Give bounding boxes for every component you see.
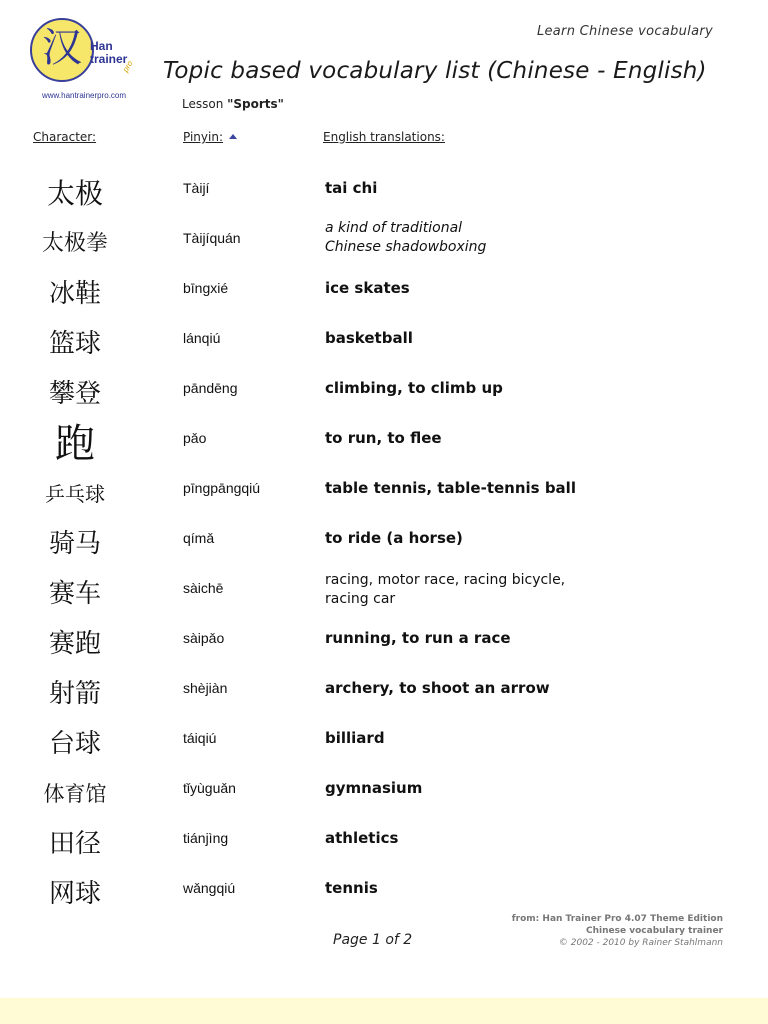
row-english-line1: a kind of traditional: [325, 220, 463, 236]
row-english: ice skates: [325, 279, 410, 297]
row-english: tennis: [325, 879, 378, 897]
footer-line2: Chinese vocabulary trainer: [586, 926, 723, 936]
row-english: [325, 571, 565, 621]
row-english: to ride (a horse): [325, 529, 463, 547]
row-pinyin: sàichē: [183, 580, 224, 596]
row-pinyin: Tàijíquán: [183, 230, 241, 246]
row-hanzi: 赛车: [48, 579, 101, 609]
row-pinyin: pāndēng: [183, 380, 238, 396]
logo-line1: Han: [90, 39, 113, 53]
row-english: gymnasium: [325, 779, 423, 797]
table-row: [0, 669, 768, 719]
table-row: [0, 769, 768, 819]
table-row: [0, 569, 768, 619]
tagline: Learn Chinese vocabulary: [536, 24, 713, 39]
row-pinyin: lánqiú: [183, 330, 221, 346]
logo-character: 汉: [42, 25, 82, 71]
table-row: [0, 719, 768, 769]
row-hanzi: 篮球: [48, 329, 101, 359]
row-pinyin: pīngpāngqiú: [183, 480, 261, 496]
row-pinyin: sàipǎo: [183, 630, 225, 646]
row-pinyin: tiánjìng: [183, 830, 229, 846]
row-pinyin: shèjiàn: [183, 680, 228, 696]
logo: [30, 18, 140, 103]
row-pinyin: táiqiú: [183, 730, 217, 746]
row-english-line1: racing, motor race, racing bicycle,: [325, 572, 566, 588]
row-pinyin: bīngxié: [183, 280, 229, 296]
row-hanzi: 台球: [48, 729, 101, 759]
lesson-label: [182, 97, 284, 111]
page-number: Page 1 of 2: [333, 932, 413, 948]
lesson-name: "Sports": [227, 97, 284, 111]
row-english-line2: Chinese shadowboxing: [325, 239, 487, 255]
table-row: [0, 169, 768, 219]
row-hanzi: 赛跑: [48, 629, 101, 659]
row-english: running, to run a race: [325, 629, 511, 647]
row-english: basketball: [325, 329, 413, 347]
logo-pro: pro: [120, 59, 135, 74]
row-hanzi: 射箭: [48, 679, 101, 709]
table-row: [0, 319, 768, 369]
table-row: [0, 819, 768, 869]
row-pinyin: Tàijí: [183, 180, 210, 196]
lesson-prefix: Lesson: [182, 97, 224, 111]
row-hanzi: 冰鞋: [48, 279, 101, 309]
row-hanzi: 跑: [55, 421, 95, 467]
row-english: [325, 219, 486, 269]
row-hanzi: 乒乓球: [45, 482, 105, 506]
row-english: archery, to shoot an arrow: [325, 679, 550, 697]
row-hanzi: 骑马: [48, 529, 101, 559]
row-english: climbing, to climb up: [325, 379, 503, 397]
row-pinyin: wǎngqiú: [183, 880, 236, 896]
header-pinyin-label: Pinyin:: [183, 130, 223, 144]
sort-ascending-icon: [229, 134, 237, 139]
footer-line1: from: Han Trainer Pro 4.07 Theme Edition: [511, 914, 723, 924]
row-english-line2: racing car: [325, 591, 396, 607]
header-character[interactable]: Character:: [33, 130, 97, 144]
row-hanzi: 太极: [46, 177, 103, 210]
footer-line3: © 2002 - 2010 by Rainer Stahlmann: [558, 938, 723, 948]
table-row: [0, 219, 768, 269]
logo-url: www.hantrainerpro.com: [42, 91, 127, 100]
row-english: billiard: [325, 729, 385, 747]
footer-credits: [512, 913, 723, 949]
row-hanzi: 太极拳: [41, 231, 108, 256]
table-row: [0, 419, 768, 469]
logo-wordmark: [90, 40, 127, 66]
header-pinyin[interactable]: [183, 130, 237, 144]
row-english: table tennis, table-tennis ball: [325, 479, 576, 497]
row-english: tai chi: [325, 179, 378, 197]
table-row: [0, 619, 768, 669]
row-pinyin: qímǎ: [183, 530, 215, 546]
page-title: Topic based vocabulary list (Chinese - English): [163, 58, 707, 84]
row-pinyin: tǐyùguǎn: [183, 780, 236, 796]
table-row: [0, 269, 768, 319]
table-row: [0, 369, 768, 419]
bottom-band: [0, 998, 768, 1024]
header-english[interactable]: English translations:: [323, 130, 445, 144]
row-hanzi: 田径: [48, 829, 101, 859]
row-english: to run, to flee: [325, 429, 442, 447]
row-hanzi: 网球: [48, 879, 101, 909]
table-row: [0, 519, 768, 569]
row-hanzi: 体育馆: [43, 782, 107, 806]
table-row: [0, 869, 768, 919]
logo-line2: trainer: [90, 52, 128, 66]
table-row: [0, 469, 768, 519]
row-hanzi: 攀登: [48, 379, 101, 409]
row-english: athletics: [325, 829, 399, 847]
row-pinyin: pǎo: [183, 430, 207, 446]
